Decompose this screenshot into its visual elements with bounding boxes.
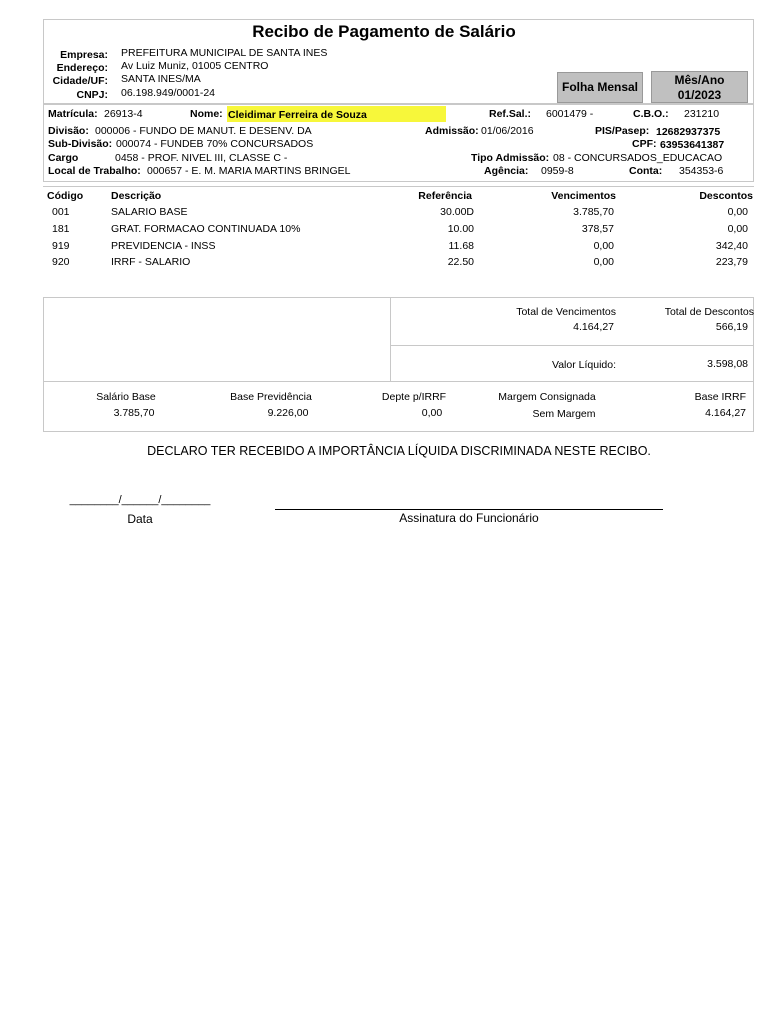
cidade-label: Cidade/UF: (52, 75, 108, 87)
row-descricao: GRAT. FORMACAO CONTINUADA 10% (111, 223, 301, 235)
row-referencia: 10.00 (447, 223, 474, 235)
row-vencimentos: 0,00 (593, 240, 614, 252)
cnpj-label: CNPJ: (76, 89, 108, 101)
base-irrf-value: 4.164,27 (705, 407, 746, 419)
cbo-label: C.B.O.: (633, 108, 669, 120)
items-divider (43, 186, 754, 187)
matricula-value: 26913-4 (104, 108, 143, 120)
nome-value: Cleidimar Ferreira de Souza (228, 109, 367, 121)
row-referencia: 30.00D (440, 206, 474, 218)
cargo-value: 0458 - PROF. NIVEL III, CLASSE C - (115, 152, 288, 164)
refsal-value: 6001479 - (546, 108, 594, 120)
totals-divider-bottom (43, 381, 754, 382)
row-vencimentos: 3.785,70 (573, 206, 614, 218)
col-referencia-header: Referência (418, 190, 472, 202)
cpf-label: CPF: (632, 138, 657, 150)
endereco-value: Av Luiz Muniz, 01005 CENTRO (121, 60, 269, 72)
tipo-value: 08 - CONCURSADOS_EDUCACAO (553, 152, 723, 164)
endereco-label: Endereço: (56, 62, 108, 74)
subdivisao-label: Sub-Divisão: (48, 138, 113, 150)
empresa-label: Empresa: (60, 49, 108, 61)
row-vencimentos: 0,00 (593, 256, 614, 268)
row-codigo: 919 (52, 240, 70, 252)
admissao-label: Admissão: (425, 125, 479, 137)
divisao-label: Divisão: (48, 125, 89, 137)
pis-value: 12682937375 (656, 126, 721, 138)
row-codigo: 920 (52, 256, 70, 268)
row-descontos: 0,00 (727, 206, 748, 218)
margem-consignada-label: Margem Consignada (498, 391, 596, 403)
date-blank: ________/______/________ (69, 494, 211, 506)
cpf-value: 63953641387 (660, 139, 725, 151)
folha-label: Folha Mensal (561, 80, 638, 94)
salario-base-label: Salário Base (96, 391, 156, 403)
col-descricao-header: Descrição (111, 190, 162, 202)
local-label: Local de Trabalho: (48, 165, 141, 177)
col-vencimentos-header: Vencimentos (551, 190, 616, 202)
total-descontos-label: Total de Descontos (664, 306, 754, 318)
tipo-label: Tipo Admissão: (471, 152, 550, 164)
divisao-value: 000006 - FUNDO DE MANUT. E DESENV. DA (95, 125, 312, 137)
cbo-value: 231210 (684, 108, 720, 120)
conta-value: 354353-6 (679, 165, 724, 177)
pis-label: PIS/Pasep: (595, 125, 650, 137)
empresa-value: PREFEITURA MUNICIPAL DE SANTA INES (121, 47, 328, 59)
date-label: Data (127, 512, 153, 526)
row-referencia: 22.50 (447, 256, 474, 268)
declaration-text: DECLARO TER RECEBIDO A IMPORTÂNCIA LÍQUIDA DISCRIMINADA NESTE RECIBO. (147, 444, 651, 458)
col-descontos-header: Descontos (699, 190, 753, 202)
cargo-label: Cargo (48, 152, 79, 164)
signature-line (275, 509, 663, 510)
base-irrf-label: Base IRRF (694, 391, 746, 403)
agencia-value: 0959-8 (541, 165, 574, 177)
base-previdencia-label: Base Previdência (230, 391, 312, 403)
row-descricao: PREVIDENCIA - INSS (111, 240, 216, 252)
depte-irrf-value: 0,00 (421, 407, 443, 419)
nome-label: Nome: (190, 108, 223, 120)
conta-label: Conta: (629, 165, 663, 177)
salario-base-value: 3.785,70 (113, 407, 155, 419)
row-descricao: SALARIO BASE (111, 206, 188, 218)
row-codigo: 181 (52, 223, 70, 235)
local-value: 000657 - E. M. MARIA MARTINS BRINGEL (147, 165, 351, 177)
row-codigo: 001 (52, 206, 70, 218)
row-referencia: 11.68 (448, 240, 474, 252)
row-descricao: IRRF - SALARIO (111, 256, 191, 268)
mesano-label: Mês/Ano (674, 73, 725, 87)
total-descontos-value: 566,19 (715, 321, 748, 333)
row-descontos: 342,40 (715, 240, 748, 252)
row-descontos: 0,00 (727, 223, 748, 235)
row-vencimentos: 378,57 (581, 223, 614, 235)
subdivisao-value: 000074 - FUNDEB 70% CONCURSADOS (116, 138, 314, 150)
matricula-label: Matrícula: (48, 108, 98, 120)
valor-liquido-label: Valor Líquido: (551, 359, 616, 371)
mesano-value: 01/2023 (677, 88, 722, 102)
cnpj-value: 06.198.949/0001-24 (121, 87, 216, 99)
row-descontos: 223,79 (715, 256, 748, 268)
total-vencimentos-value: 4.164,27 (573, 321, 614, 333)
refsal-label: Ref.Sal.: (489, 108, 532, 120)
document-title: Recibo de Pagamento de Salário (252, 22, 516, 41)
signature-label: Assinatura do Funcionário (399, 511, 539, 525)
totals-divider-mid (390, 345, 754, 346)
depte-irrf-label: Depte p/IRRF (381, 391, 447, 403)
agencia-label: Agência: (484, 165, 529, 177)
cidade-value: SANTA INES/MA (121, 73, 201, 85)
base-previdencia-value: 9.226,00 (267, 407, 309, 419)
valor-liquido-value: 3.598,08 (707, 358, 748, 370)
totals-divider-vertical (390, 297, 391, 381)
total-vencimentos-label: Total de Vencimentos (516, 306, 616, 318)
admissao-value: 01/06/2016 (481, 125, 534, 137)
margem-consignada-value: Sem Margem (532, 408, 596, 420)
col-codigo-header: Código (47, 190, 84, 202)
